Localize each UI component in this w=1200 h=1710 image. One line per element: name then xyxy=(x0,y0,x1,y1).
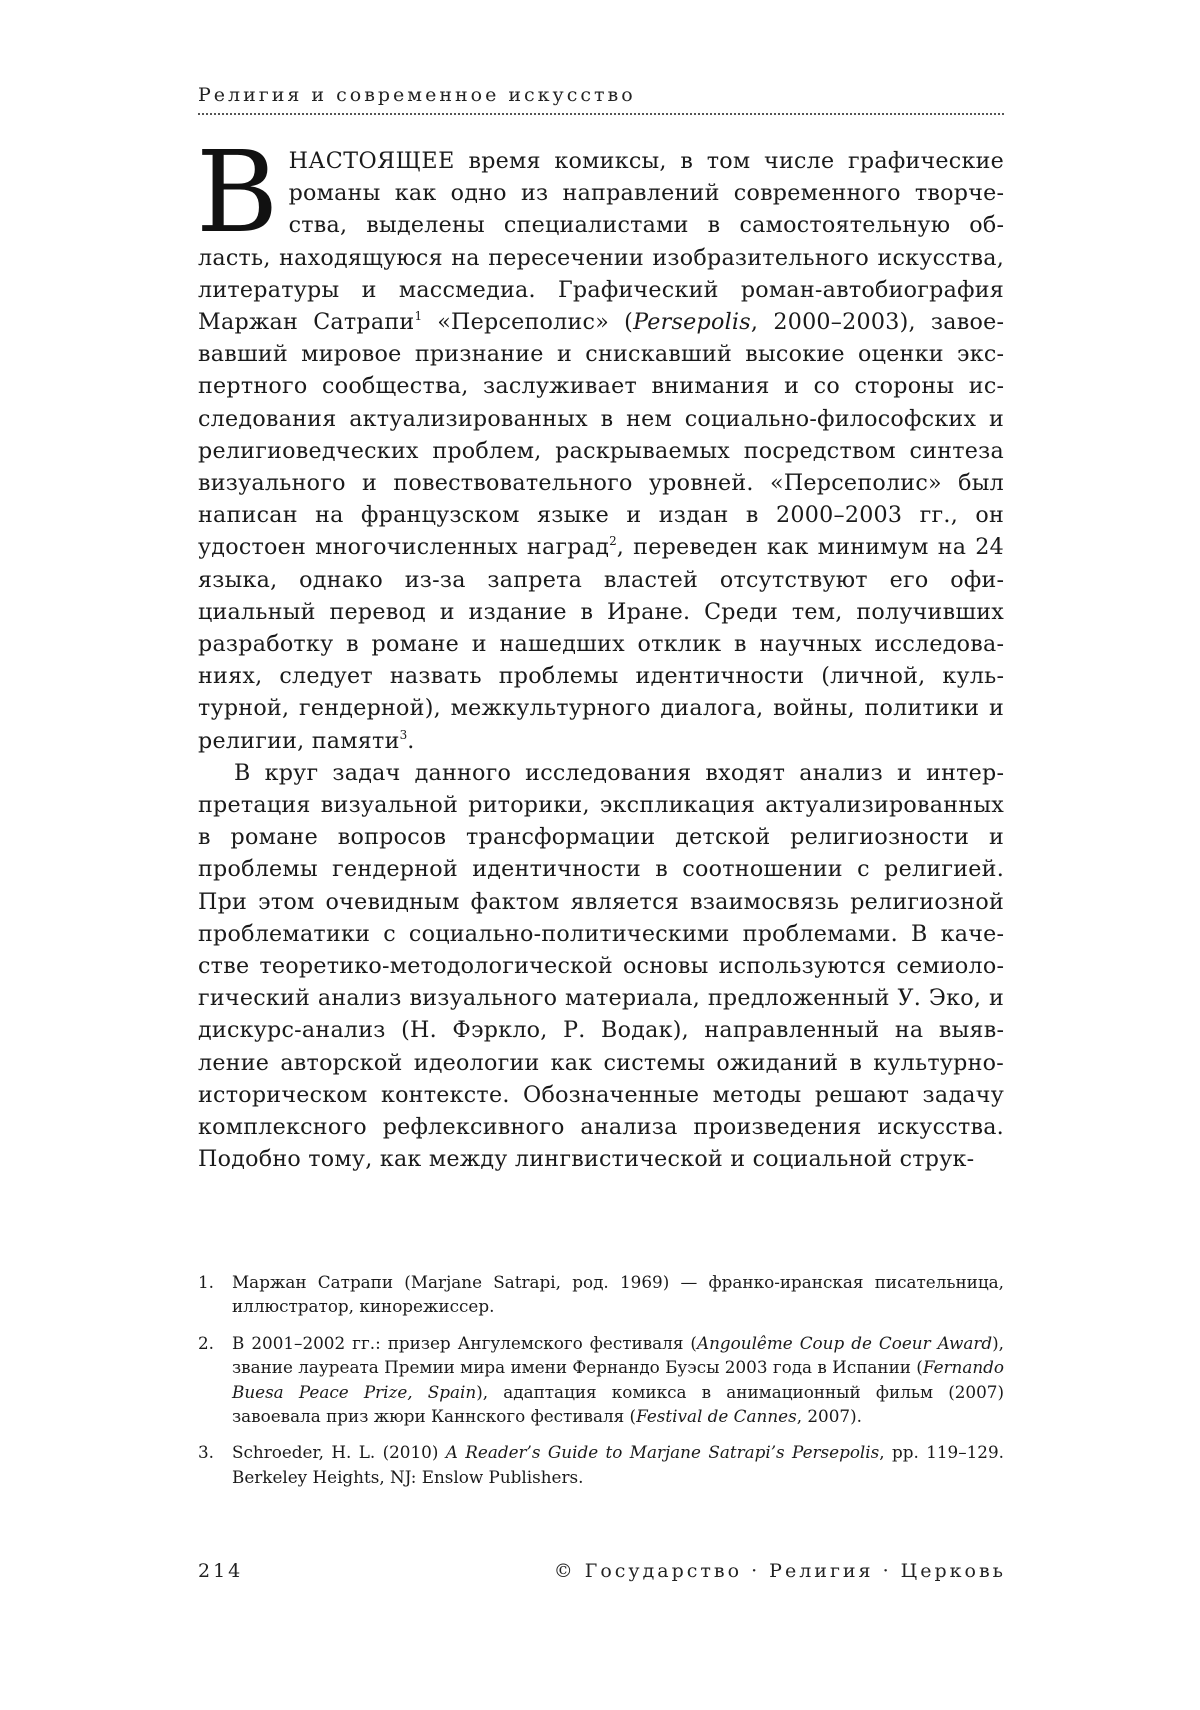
lead-in: НАСТОЯЩЕЕ xyxy=(288,148,455,174)
footnote-number: 3. xyxy=(198,1442,215,1463)
footnote-ref-1[interactable]: 1 xyxy=(414,309,423,324)
footnote-text: ), адаптация комикса в анимационный фильм (2007) завоевала приз жюри Каннского фестиваля ( xyxy=(232,1381,1005,1427)
footnote-2 xyxy=(198,1331,1004,1429)
footnote-number: 2. xyxy=(198,1332,215,1353)
footnote-ref-3[interactable]: 3 xyxy=(399,727,408,742)
main-text xyxy=(196,128,1004,1176)
footnote-text: , pp. 119–129. Berkeley Heights, NJ: Enslow Publishers. xyxy=(232,1442,1004,1487)
paragraph-1 xyxy=(196,128,1004,757)
footnote-italic: A Reader’s Guide to Marjane Satrapi’s Persepolis xyxy=(445,1442,880,1463)
footnotes xyxy=(198,1270,1004,1501)
drop-cap: В xyxy=(196,128,279,258)
italic-title: Persepolis xyxy=(633,309,751,336)
footnote-italic: Fernando Buesa Peace Prize, Spain xyxy=(232,1357,1004,1402)
footnote-number: 1. xyxy=(198,1272,215,1292)
footnote-text: , 2007). xyxy=(796,1406,862,1427)
footnote-text: ), звание лауреата Премии мира имени Фернандо Буэсы 2003 года в Испании ( xyxy=(232,1332,1005,1378)
dotted-rule xyxy=(198,113,1004,115)
text-run: «Персеполис» ( xyxy=(422,309,634,336)
footnote-text: Schroeder, H. L. (2010) xyxy=(232,1442,446,1463)
text-run: . xyxy=(407,727,415,754)
running-head: Религия и современное искусство xyxy=(198,84,636,106)
footnote-italic: Angoulême Coup de Coeur Award xyxy=(696,1332,993,1353)
footnote-text: Маржан Сатрапи (Marjane Satrapi, род. 1969) — франко-иранская писательница, иллюстратор, кинорежиссер. xyxy=(232,1272,1004,1317)
page-number: 214 xyxy=(198,1560,244,1582)
text-run: время комиксы, в том числе графические романы как одно из направлений современного творчества, выделены специалистами в самостоятельную область, находящуюся на пересечении изобразительного искусства, литературы и массмедиа. Графический роман-автобиография Маржан Сатрапи xyxy=(198,148,1004,336)
text-run: , 2000–2003), завоевавший мировое признание и снискавший высокие оценки экспертного сообщества, заслуживает внимания и со стороны исследования актуализированных в нем социально-философских и религиоведческих проблем, раскрываемых посредством синтеза визуального и повествовательного уровней. «Персеполис» был написан на французском языке и издан в 2000–2003 гг., он удостоен многочисленных наград xyxy=(198,309,1004,561)
footnote-ref-2[interactable]: 2 xyxy=(609,534,617,549)
footnote-text: В 2001–2002 гг.: призер Ангулемского фестиваля ( xyxy=(232,1332,697,1353)
footnote-1 xyxy=(198,1270,1004,1319)
paragraph-2: В круг задач данного исследования входят анализ и интерпретация визуальной риторики, экспликация актуализированных в романе вопросов трансформации детской религиозности и проблемы гендерной идентичности в соотношении с религией. При этом очевидным фактом является взаимосвязь религиозной проблематики с социально-политическими проблемами. В качестве теоретико-методологической основы используются семиологический анализ визуального материала, предложенный У. Эко, и дискурс-анализ (Н. Фэркло, Р. Водак), направленный на выявление авторской идеологии как системы ожиданий в культурно-историческом контексте. Обозначенные методы решают задачу комплексного рефлексивного анализа произведения искусства. Подобно тому, как между лингвистической и социальной струк- xyxy=(198,759,1004,1173)
journal-title: © Государство · Религия · Церковь xyxy=(553,1560,1006,1582)
footnote-italic: Festival de Cannes xyxy=(636,1406,797,1427)
text-run: , переведен как минимум на 24 языка, однако из-за запрета властей отсутствуют его официальный перевод и издание в Иране. Среди тем, получивших разработку в романе и нашедших отклик в научных исследованиях, следует назвать проблемы идентичности (личной, культурной, гендерной), межкультурного диалога, войны, политики и религии, памяти xyxy=(198,534,1004,754)
footnote-3 xyxy=(198,1440,1004,1489)
journal-page xyxy=(198,0,1006,1710)
